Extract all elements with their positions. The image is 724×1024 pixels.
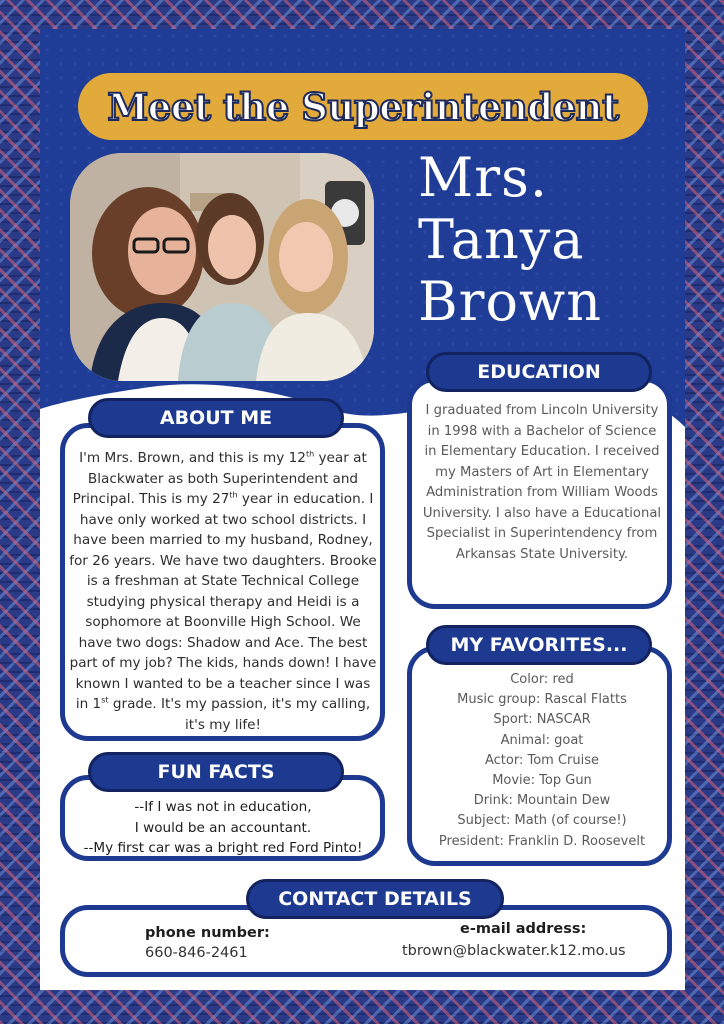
favorite-item: Animal: goat [500,732,584,748]
phone-label: phone number: [145,925,270,941]
about-heading [88,398,344,438]
favorite-item: Subject: Math (of course!) [457,813,627,829]
about-heading-label: ABOUT ME [159,407,273,429]
ordinal-suffix: th [305,449,315,459]
fun-facts-heading-label: FUN FACTS [157,761,275,783]
flyer-frame [40,29,685,990]
favorite-item: President: Franklin D. Roosevelt [438,833,646,849]
about-text-part: grade. It's my passion, it's my calling, it's my life! [108,696,371,733]
education-heading-label: EDUCATION [477,361,601,383]
fun-fact-line: I would be an accountant. [134,819,312,836]
contact-heading-label: CONTACT DETAILS [278,888,472,910]
favorites-list [422,670,662,852]
favorite-item: Movie: Top Gun [492,773,592,789]
favorite-item: Music group: Rascal Flatts [457,692,627,708]
fun-facts-heading [88,752,344,792]
education-text: I graduated from Lincoln University in 1998 with a Bachelor of Science in Elementary Education. I received my Masters of Art in Elementary Administration from William Woods University. I also have a Educational Specialist in Superintendency from Arkansas State University. [422,403,662,562]
contact-heading [246,879,504,919]
phone-number[interactable]: 660-846-2461 [145,945,248,961]
ordinal-suffix: st [101,695,109,705]
favorite-item: Color: red [510,672,574,687]
email-address[interactable]: tbrown@blackwater.k12.mo.us [402,943,626,959]
fun-fact-line: --My first car was a bright red Ford Pinto! [83,840,363,856]
about-text-part: year at Blackwater as both Superintendent and Principal. This is my 27 [72,450,367,507]
favorite-item: Actor: Tom Cruise [484,752,600,768]
about-text-part: I'm Mrs. Brown, and this is my 12 [79,450,306,466]
title-banner [78,73,648,140]
superintendent-name [418,147,678,333]
favorites-heading [426,625,652,665]
favorites-heading-label: MY FAVORITES... [450,634,628,656]
fun-fact-line: --If I was not in education, [134,799,312,815]
favorite-item: Sport: NASCAR [493,712,591,728]
family-photo [70,153,374,381]
name-title: Mrs. [418,146,548,209]
email-label: e-mail address: [460,921,587,937]
education-heading [426,352,652,392]
about-text [68,448,378,735]
last-name: Brown [418,270,603,333]
favorite-item: Drink: Mountain Dew [473,793,611,809]
ordinal-suffix: th [229,490,238,500]
page-title: Meet the Superintendent [107,84,619,129]
about-text-part: year in education. I have only worked at two school districts. I have been married to my husband, Rodney, for 26 years. We have two daughters. Brooke is a freshman at State Technical College studying physical therapy and Heidi is a sophomore at Boonville High School. We have two dogs: Shadow and Ace. The best part of my job? The kids, hands down! I have known I wanted to be a teacher since I was in 1 [69,491,377,712]
fun-facts-list [68,797,378,859]
first-name: Tanya [418,208,585,271]
